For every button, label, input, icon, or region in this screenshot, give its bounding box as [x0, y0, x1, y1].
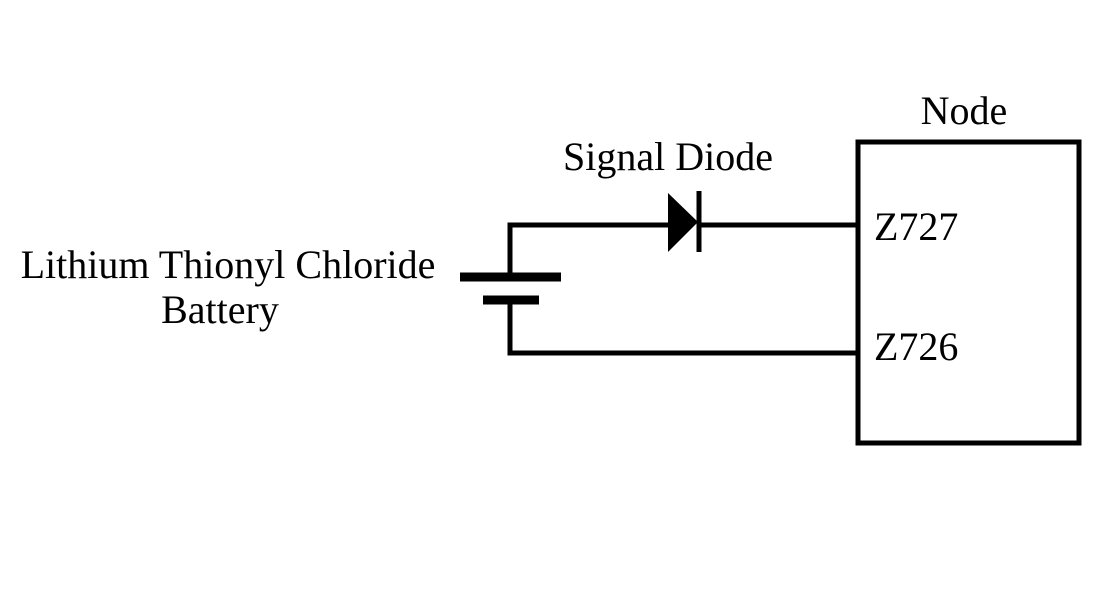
node-label: Node [920, 88, 1008, 133]
battery-label-line2: Battery [161, 287, 279, 332]
battery-label-line1: Lithium Thionyl Chloride [20, 242, 436, 287]
battery-symbol [460, 277, 561, 300]
diode-label: Signal Diode [563, 134, 773, 179]
diode-symbol [668, 191, 699, 252]
node-pin-z726: Z726 [874, 324, 959, 369]
wire-battery-bottom-to-z726 [510, 300, 860, 353]
wire-battery-top-to-diode [510, 225, 668, 277]
diode-anode-triangle [668, 193, 698, 252]
node-pin-z727: Z727 [874, 204, 959, 249]
node-box [858, 142, 1079, 443]
